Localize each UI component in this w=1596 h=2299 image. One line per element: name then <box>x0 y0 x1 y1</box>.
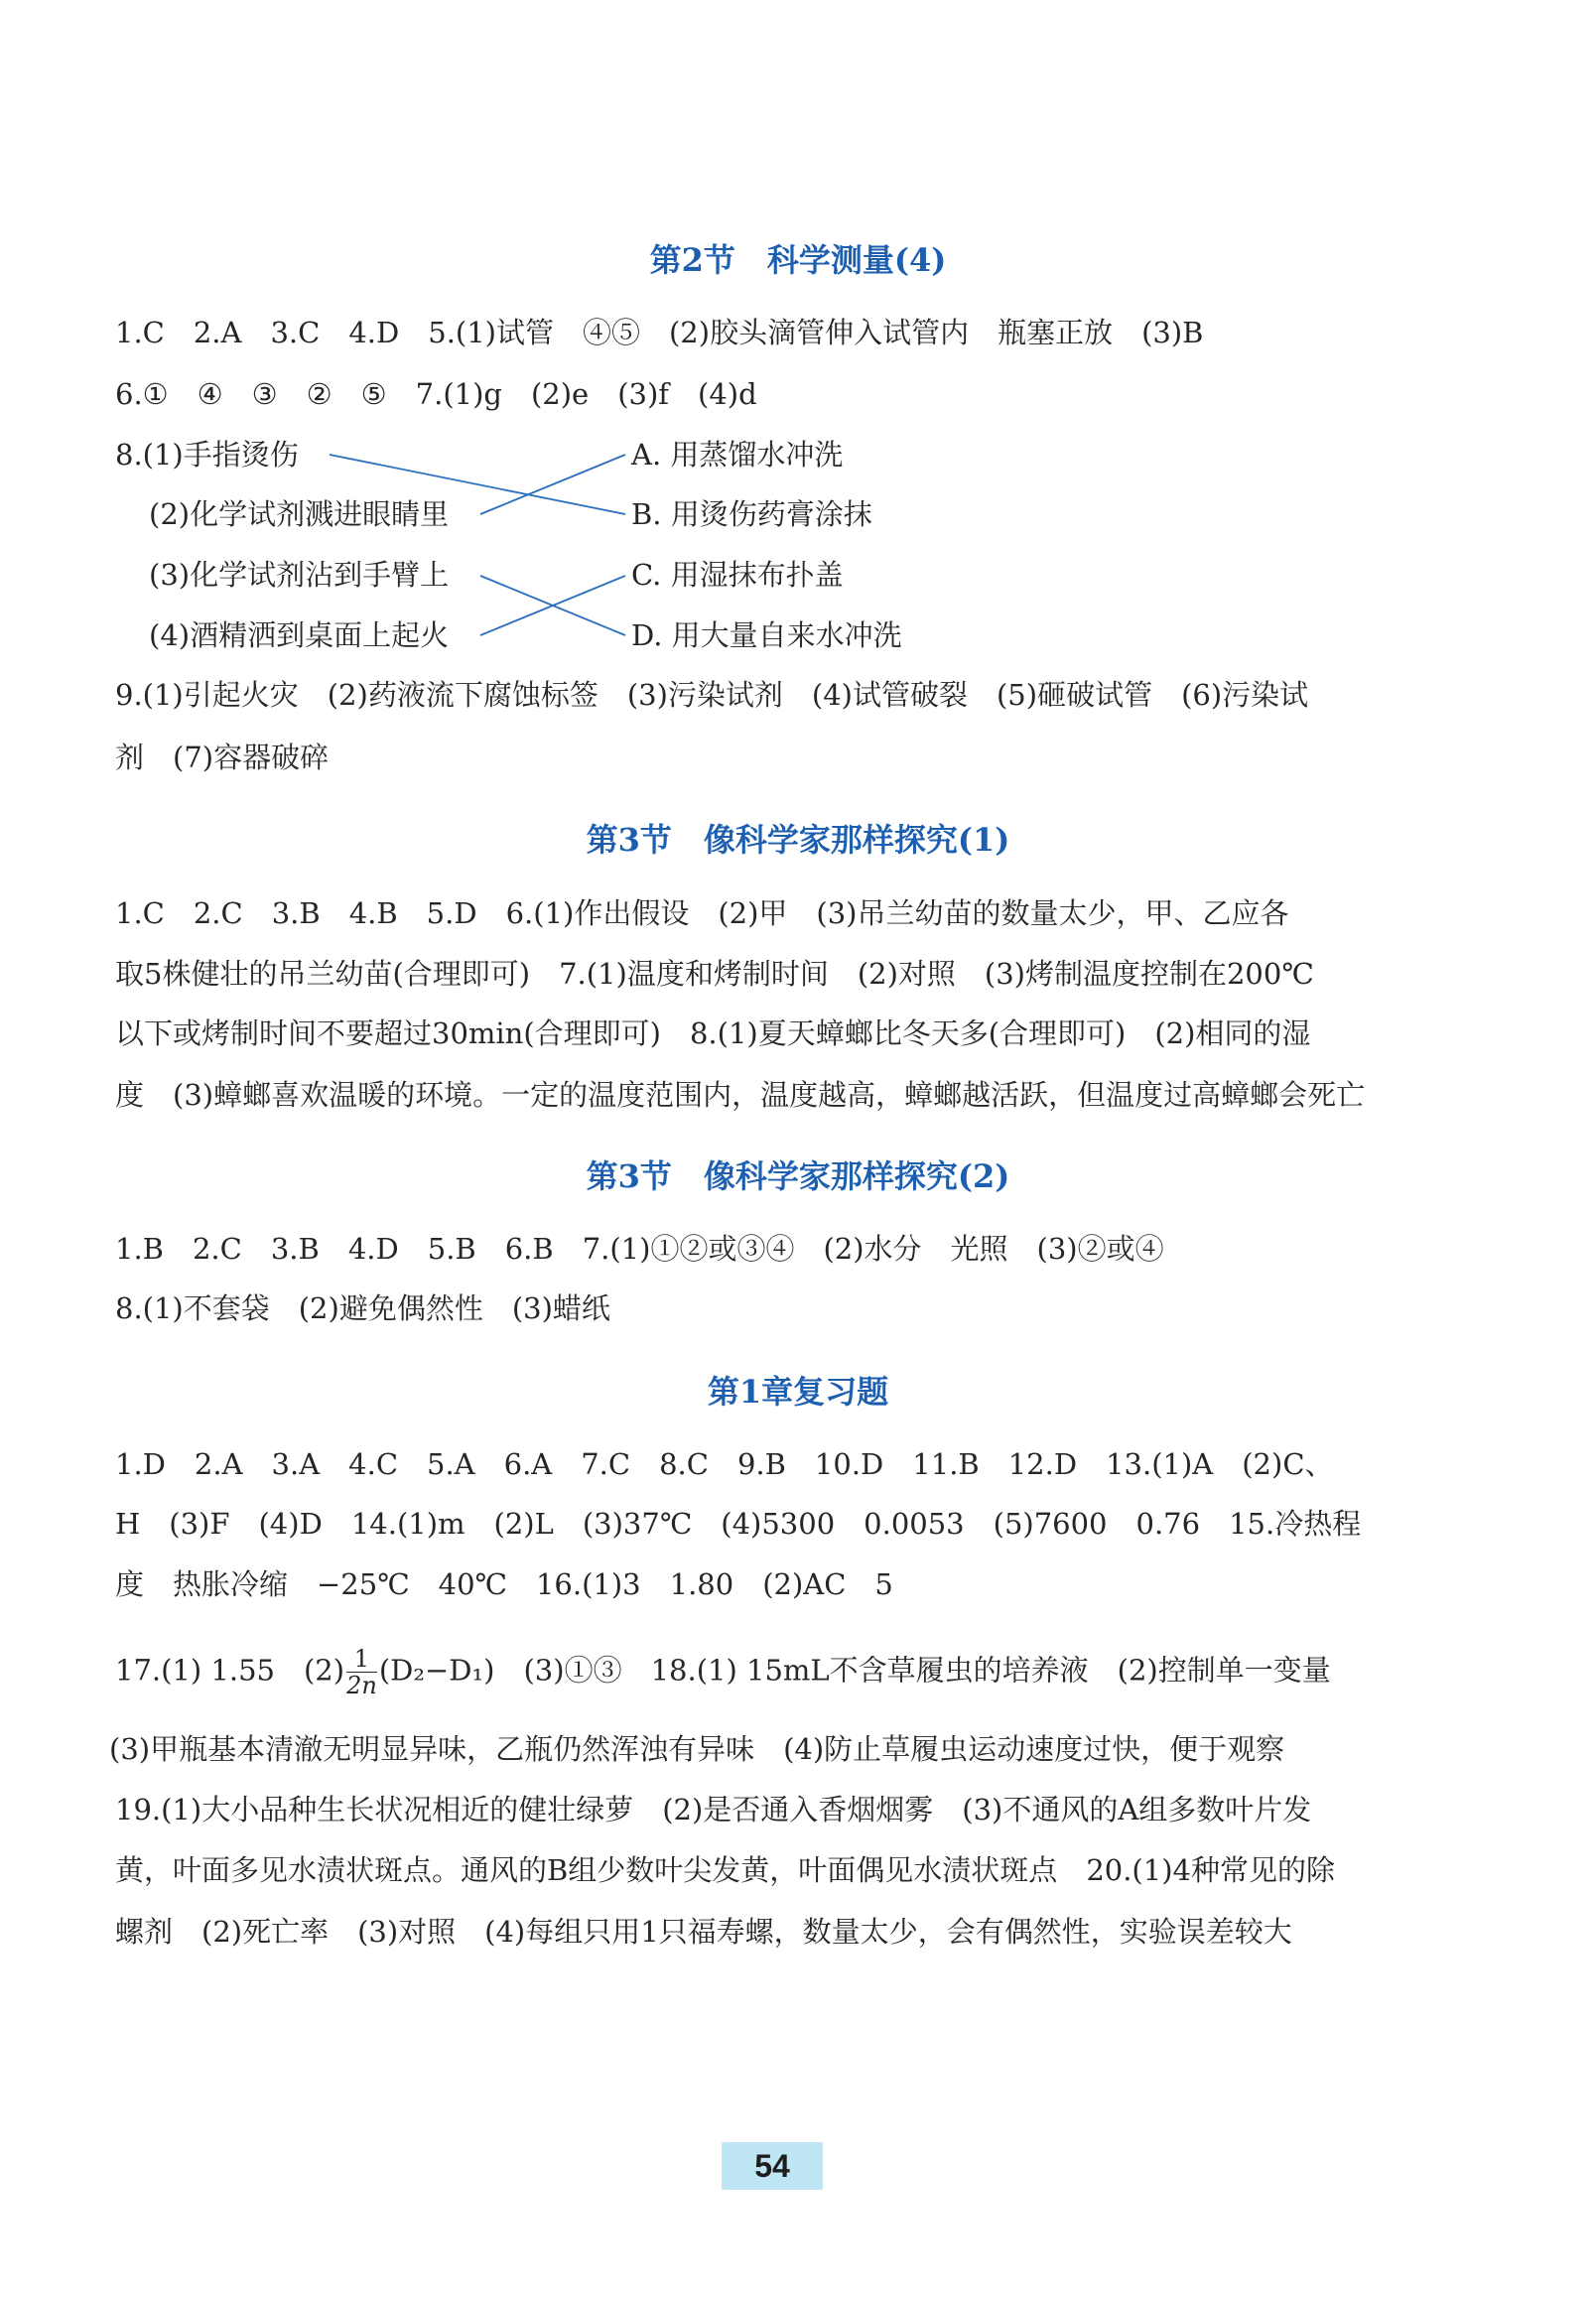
answer-line: 1.C 2.C 3.B 4.B 5.D 6.(1)作出假设 (2)甲 (3)吊兰幼苗的数量太少，甲、乙应各 <box>115 896 1289 930</box>
match-left-4: (4)酒精洒到桌面上起火 <box>149 618 450 652</box>
section-title-3-1: 第3节 像科学家那样探究(1) <box>586 821 1010 859</box>
match-line-2-a <box>480 455 625 514</box>
answer-line: 螺剂 (2)死亡率 (3)对照 (4)每组只用1只福寿螺，数量太少，会有偶然性，实验误差较大 <box>115 1915 1292 1949</box>
answer-line: 19.(1)大小品种生长状况相近的健壮绿萝 (2)是否通入香烟烟雾 (3)不通风的A组多数叶片发 <box>115 1793 1312 1826</box>
match-right-c: C. 用湿抹布扑盖 <box>631 558 844 592</box>
answer-line: 度 热胀冷缩 −25℃ 40℃ 16.(1)3 1.80 (2)AC 5 <box>115 1567 893 1601</box>
section-title-chapter1-review: 第1章复习题 <box>707 1373 889 1411</box>
answer-line: H (3)F (4)D 14.(1)m (2)L (3)37℃ (4)5300 0.0053 (5)7600 0.76 15.冷热程 <box>115 1507 1362 1541</box>
answer-line: 1.B 2.C 3.B 4.D 5.B 6.B 7.(1)①②或③④ (2)水分 光照 (3)②或④ <box>115 1232 1164 1266</box>
section-title-3-2: 第3节 像科学家那样探究(2) <box>586 1157 1010 1195</box>
answer-line: 6.① ④ ③ ② ⑤ 7.(1)g (2)e (3)f (4)d <box>115 377 757 411</box>
answer-line: 度 (3)蟑螂喜欢温暖的环境。一定的温度范围内，温度越高，蟑螂越活跃，但温度过高蟑螂会死亡 <box>115 1078 1366 1112</box>
answer-line: 1.D 2.A 3.A 4.C 5.A 6.A 7.C 8.C 9.B 10.D 11.B 12.D 13.(1)A (2)C、 <box>115 1447 1334 1481</box>
match-left-2: (2)化学试剂溅进眼睛里 <box>149 497 450 531</box>
answer-line: (3)甲瓶基本清澈无明显异味，乙瓶仍然浑浊有异味 (4)防止草履虫运动速度过快，便于观察 <box>109 1732 1285 1766</box>
match-left-3: (3)化学试剂沾到手臂上 <box>149 558 450 592</box>
match-left-1: 8.(1)手指烫伤 <box>115 438 299 472</box>
answer-line: 1.C 2.A 3.C 4.D 5.(1)试管 ④⑤ (2)胶头滴管伸入试管内 瓶塞正放 (3)B <box>115 316 1204 349</box>
answer-line: 剂 (7)容器破碎 <box>115 741 330 774</box>
match-line-1-b <box>330 455 625 514</box>
fraction-numerator: 1 <box>346 1646 377 1673</box>
page-number-box <box>722 2142 823 2190</box>
page-number: 54 <box>754 2148 790 2184</box>
answer-line: 黄，叶面多见水渍状斑点。通风的B组少数叶尖发黄，叶面偶见水渍状斑点 20.(1)4种常见的除 <box>115 1853 1335 1887</box>
match-right-d: D. 用大量自来水冲洗 <box>631 618 902 652</box>
fraction <box>346 1646 377 1698</box>
answer-line: 9.(1)引起火灾 (2)药液流下腐蚀标签 (3)污染试剂 (4)试管破裂 (5)砸破试管 (6)污染试 <box>115 678 1309 712</box>
answer-line: 取5株健壮的吊兰幼苗(合理即可) 7.(1)温度和烤制时间 (2)对照 (3)烤制温度控制在200℃ <box>115 957 1314 991</box>
answer-line: 8.(1)不套袋 (2)避免偶然性 (3)蜡纸 <box>115 1291 610 1325</box>
answer-line-with-fraction <box>115 1646 1435 1698</box>
match-right-a: A. 用蒸馏水冲洗 <box>631 438 844 472</box>
answer-line: 以下或烤制时间不要超过30min(合理即可) 8.(1)夏天蟑螂比冬天多(合理即可) (2)相同的湿 <box>115 1016 1311 1050</box>
match-right-b: B. 用烫伤药膏涂抹 <box>631 497 872 531</box>
q17-part-a: 17.(1) 1.55 (2) <box>115 1653 345 1688</box>
q17-part-b: (D₂−D₁) (3)①③ 18.(1) 15mL不含草履虫的培养液 (2)控制单一变量 <box>378 1653 1331 1688</box>
section-title-2-4: 第2节 科学测量(4) <box>649 241 947 279</box>
fraction-denominator: 2n <box>346 1672 377 1699</box>
